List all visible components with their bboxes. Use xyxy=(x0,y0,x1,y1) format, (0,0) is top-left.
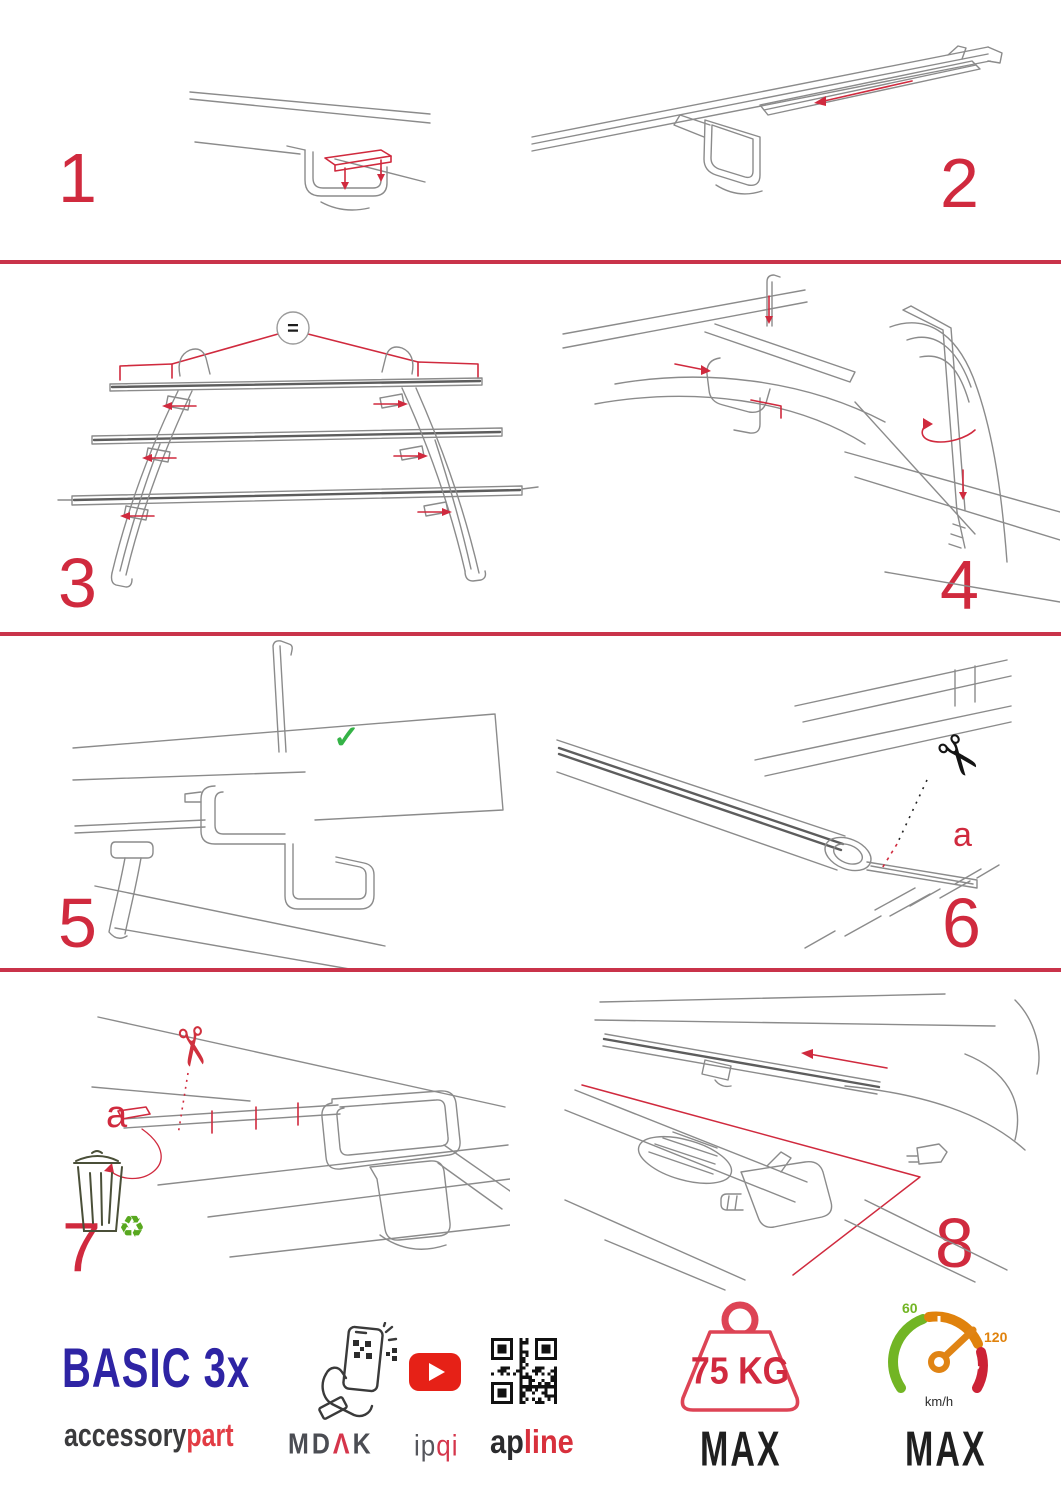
step6-part-a-label: a xyxy=(953,816,972,854)
apline-black: ap xyxy=(490,1424,524,1461)
mdak-post: K xyxy=(352,1428,374,1461)
step-3-number: 3 xyxy=(58,544,97,622)
step-1-illustration xyxy=(185,62,435,232)
speed-low-label: 60 xyxy=(902,1300,918,1316)
speedometer-icon xyxy=(872,1300,1007,1418)
step-5-illustration xyxy=(55,640,520,970)
speed-max-text: MAX xyxy=(905,1422,987,1478)
step-7-illustration xyxy=(40,995,510,1295)
mdak-pre: MD xyxy=(288,1428,333,1461)
brand-word-black: accessory xyxy=(64,1418,187,1454)
step-4-illustration xyxy=(555,272,1060,632)
ipqi-logo xyxy=(414,1428,459,1463)
section-divider-2 xyxy=(0,632,1061,636)
speed-unit-label: km/h xyxy=(924,1394,954,1409)
speed-max-label xyxy=(905,1422,987,1478)
scissors-icon: ✂ xyxy=(919,720,995,794)
scissors-red-icon: ✂ xyxy=(158,1020,224,1074)
product-logo xyxy=(62,1338,251,1400)
section-divider-3 xyxy=(0,968,1061,972)
step-6-number: 6 xyxy=(942,884,981,962)
step-6-illustration xyxy=(545,648,1015,970)
weight-max-label xyxy=(700,1422,782,1478)
mdak-logo xyxy=(288,1428,374,1461)
step-2-illustration xyxy=(520,25,1015,220)
step-1-number: 1 xyxy=(58,139,97,217)
trash-bin-icon xyxy=(74,1151,122,1231)
apline-logo xyxy=(490,1424,574,1461)
youtube-icon xyxy=(408,1352,462,1392)
brand-logo xyxy=(64,1418,234,1454)
ipqi-gray: ip xyxy=(414,1428,437,1463)
step7-part-a-label: a xyxy=(106,1094,128,1136)
equals-badge-glyph: = xyxy=(287,318,299,340)
section-divider-1 xyxy=(0,260,1061,264)
product-name: BASIC 3x xyxy=(62,1338,251,1400)
brand-word-red: part xyxy=(186,1418,234,1454)
weight-value: 75 KG xyxy=(690,1348,790,1392)
step-5-number: 5 xyxy=(58,884,97,962)
check-icon: ✓ xyxy=(333,719,360,755)
ipqi-red: qi xyxy=(436,1428,459,1463)
step-8-illustration xyxy=(545,990,1061,1295)
step-7-number: 7 xyxy=(62,1208,101,1286)
mdak-lambda: Λ xyxy=(332,1428,353,1461)
apline-red: line xyxy=(523,1424,574,1461)
weight-max-text: MAX xyxy=(700,1422,782,1478)
speed-high-label: 120 xyxy=(984,1329,1007,1345)
weight-icon xyxy=(668,1296,813,1421)
phone-qr-pixels xyxy=(353,1340,397,1361)
qr-code xyxy=(491,1338,557,1404)
step-3-illustration xyxy=(50,288,545,588)
step-4-number: 4 xyxy=(940,546,979,624)
step-8-number: 8 xyxy=(935,1204,974,1282)
phone-qr-scan-icon xyxy=(312,1322,404,1422)
step-2-number: 2 xyxy=(940,144,979,222)
recycle-icon: ♻ xyxy=(118,1211,146,1244)
